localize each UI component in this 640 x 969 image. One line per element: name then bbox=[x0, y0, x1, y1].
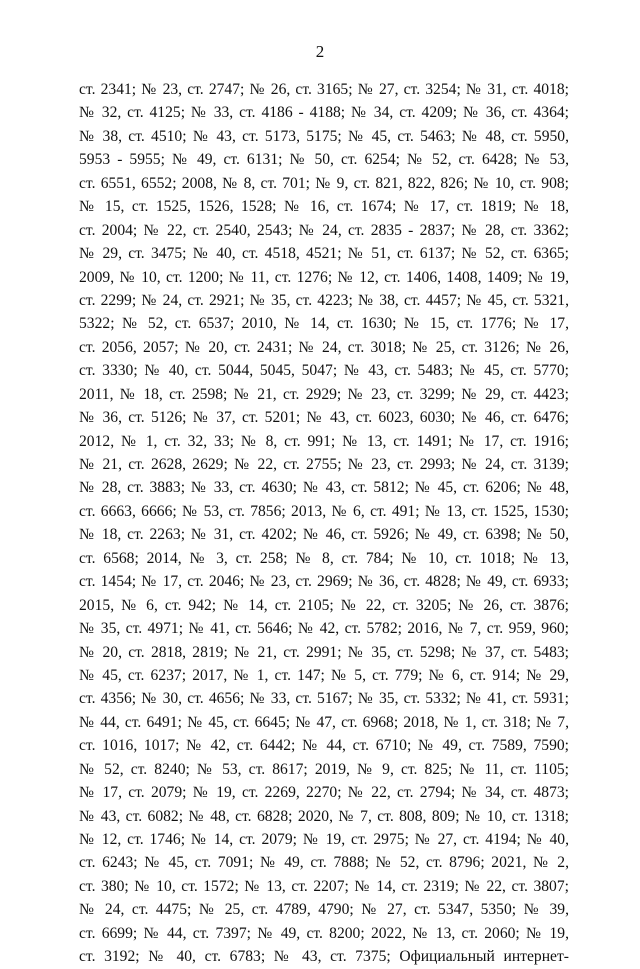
text-line: № 20, ст. 2818, 2819; № 21, ст. 2991; № 35, ст. 5298; № 37, ст. 5483; bbox=[79, 643, 569, 661]
text-line: ст. 1454; № 17, ст. 2046; № 23, ст. 2969; № 36, ст. 4828; № 49, ст. 6933; bbox=[79, 573, 569, 591]
text-line: № 35, ст. 4971; № 41, ст. 5646; № 42, ст. 5782; 2016, № 7, ст. 959, 960; bbox=[79, 620, 569, 638]
text-line: ст. 2299; № 24, ст. 2921; № 35, ст. 4223; № 38, ст. 4457; № 45, ст. 5321, bbox=[79, 291, 569, 309]
text-line: ст. 2341; № 23, ст. 2747; № 26, ст. 3165; № 27, ст. 3254; № 31, ст. 4018; bbox=[79, 81, 569, 98]
text-line: ст. 4356; № 30, ст. 4656; № 33, ст. 5167; № 35, ст. 5332; № 41, ст. 5931; bbox=[79, 690, 569, 708]
text-line: 2009, № 10, ст. 1200; № 11, ст. 1276; № 12, ст. 1406, 1408, 1409; № 19, bbox=[79, 268, 569, 286]
text-line: 2012, № 1, ст. 32, 33; № 8, ст. 991; № 13, ст. 1491; № 17, ст. 1916; bbox=[79, 432, 569, 450]
text-line: ст. 2004; № 22, ст. 2540, 2543; № 24, ст. 2835 - 2837; № 28, ст. 3362; bbox=[79, 221, 569, 239]
text-line: № 18, ст. 2263; № 31, ст. 4202; № 46, ст. 5926; № 49, ст. 6398; № 50, bbox=[79, 526, 569, 544]
text-line: 2015, № 6, ст. 942; № 14, ст. 2105; № 22, ст. 3205; № 26, ст. 3876; bbox=[79, 596, 569, 614]
text-line: № 24, ст. 4475; № 25, ст. 4789, 4790; № 27, ст. 5347, 5350; № 39, bbox=[79, 901, 569, 919]
text-line: № 17, ст. 2079; № 19, ст. 2269, 2270; № 22, ст. 2794; № 34, ст. 4873; bbox=[79, 784, 569, 802]
text-line: ст. 380; № 10, ст. 1572; № 13, ст. 2207; № 14, ст. 2319; № 22, ст. 3807; bbox=[79, 877, 569, 895]
text-line: 5953 - 5955; № 49, ст. 6131; № 50, ст. 6254; № 52, ст. 6428; № 53, bbox=[79, 151, 569, 169]
text-line: № 21, ст. 2628, 2629; № 22, ст. 2755; № 23, ст. 2993; № 24, ст. 3139; bbox=[79, 456, 569, 473]
page-number: 2 bbox=[315, 42, 325, 61]
text-line: № 36, ст. 5126; № 37, ст. 5201; № 43, ст. 6023, 6030; № 46, ст. 6476; bbox=[79, 409, 569, 427]
text-line: ст. 3192; № 40, ст. 6783; № 43, ст. 7375; Официальный интернет- bbox=[79, 948, 569, 966]
text-line: № 28, ст. 3883; № 33, ст. 4630; № 43, ст. 5812; № 45, ст. 6206; № 48, bbox=[79, 479, 569, 497]
text-line: ст. 6551, 6552; 2008, № 8, ст. 701; № 9, ст. 821, 822, 826; № 10, ст. 908; bbox=[79, 174, 569, 192]
text-line: 5322; № 52, ст. 6537; 2010, № 14, ст. 1630; № 15, ст. 1776; № 17, bbox=[79, 315, 569, 333]
text-line: № 15, ст. 1525, 1526, 1528; № 16, ст. 1674; № 17, ст. 1819; № 18, bbox=[79, 198, 569, 216]
text-line: № 32, ст. 4125; № 33, ст. 4186 - 4188; № 34, ст. 4209; № 36, ст. 4364; bbox=[79, 104, 569, 122]
text-line: № 44, ст. 6491; № 45, ст. 6645; № 47, ст. 6968; 2018, № 1, ст. 318; № 7, bbox=[79, 713, 569, 731]
text-line: № 45, ст. 6237; 2017, № 1, ст. 147; № 5, ст. 779; № 6, ст. 914; № 29, bbox=[79, 666, 569, 684]
text-line: ст. 6243; № 45, ст. 7091; № 49, ст. 7888; № 52, ст. 8796; 2021, № 2, bbox=[79, 854, 569, 872]
text-line: № 43, ст. 6082; № 48, ст. 6828; 2020, № 7, ст. 808, 809; № 10, ст. 1318; bbox=[79, 807, 569, 825]
text-line: ст. 1016, 1017; № 42, ст. 6442; № 44, ст. 6710; № 49, ст. 7589, 7590; bbox=[79, 737, 569, 755]
text-line: № 38, ст. 4510; № 43, ст. 5173, 5175; № 45, ст. 5463; № 48, ст. 5950, bbox=[79, 127, 569, 145]
body-text bbox=[79, 78, 569, 969]
text-line: ст. 3330; № 40, ст. 5044, 5045, 5047; № 43, ст. 5483; № 45, ст. 5770; bbox=[79, 362, 569, 380]
text-line: ст. 2056, 2057; № 20, ст. 2431; № 24, ст. 3018; № 25, ст. 3126; № 26, bbox=[79, 338, 569, 356]
text-line: № 52, ст. 8240; № 53, ст. 8617; 2019, № 9, ст. 825; № 11, ст. 1105; bbox=[79, 760, 569, 778]
text-line: ст. 6568; 2014, № 3, ст. 258; № 8, ст. 784; № 10, ст. 1018; № 13, bbox=[79, 549, 569, 567]
text-line: ст. 6663, 6666; № 53, ст. 7856; 2013, № 6, ст. 491; № 13, ст. 1525, 1530; bbox=[79, 502, 569, 520]
text-line: 2011, № 18, ст. 2598; № 21, ст. 2929; № 23, ст. 3299; № 29, ст. 4423; bbox=[79, 385, 569, 403]
text-line: № 12, ст. 1746; № 14, ст. 2079; № 19, ст. 2975; № 27, ст. 4194; № 40, bbox=[79, 831, 569, 848]
text-line: № 29, ст. 3475; № 40, ст. 4518, 4521; № 51, ст. 6137; № 52, ст. 6365; bbox=[79, 245, 569, 263]
text-line: ст. 6699; № 44, ст. 7397; № 49, ст. 8200; 2022, № 13, ст. 2060; № 19, bbox=[79, 924, 569, 942]
